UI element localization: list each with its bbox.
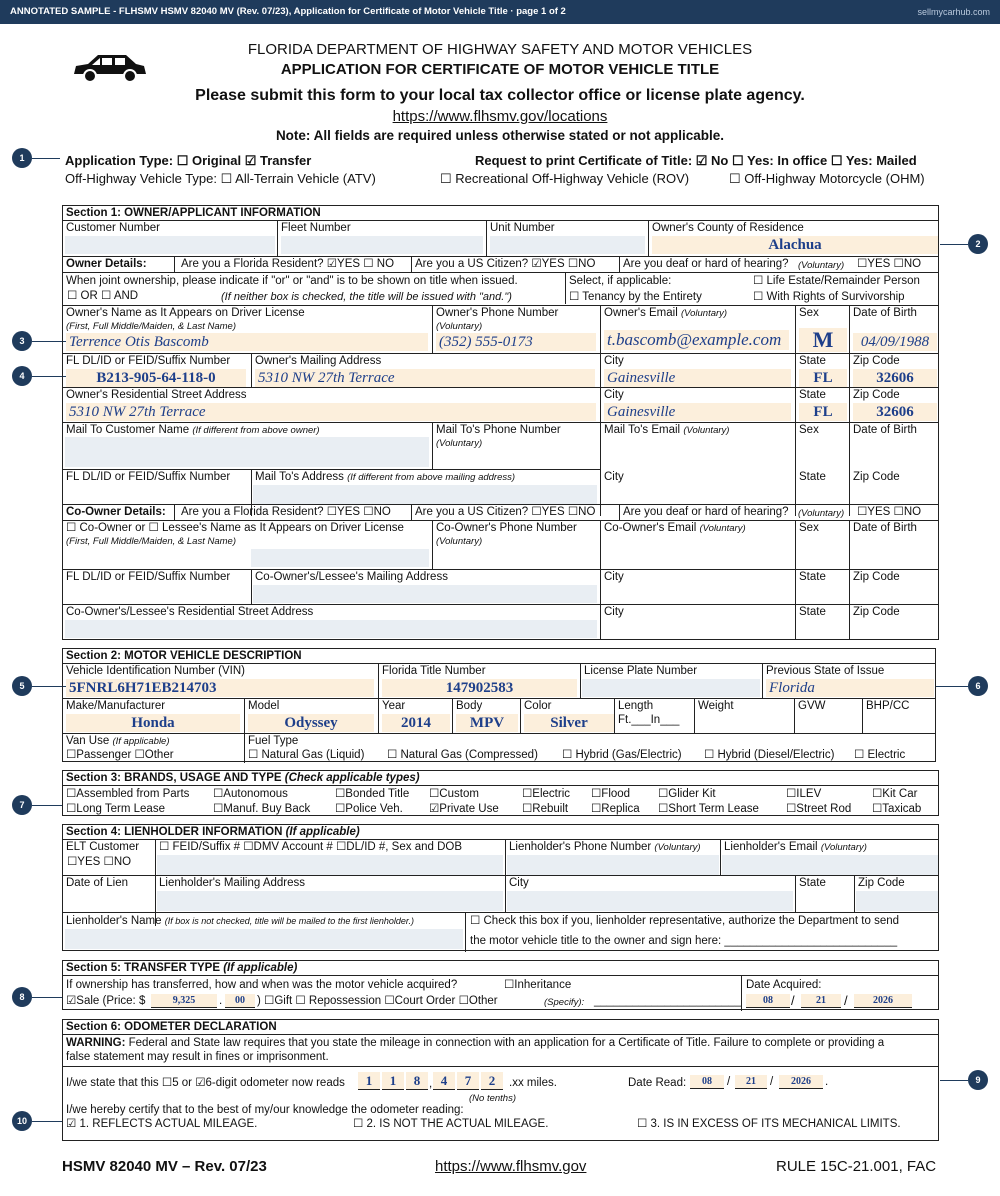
footer-link[interactable]: https://www.flhsmv.gov	[435, 1158, 587, 1175]
co-owner-name-label[interactable]: ☐ Co-Owner or ☐ Lessee's Name as It Appears on Driver License	[66, 522, 404, 534]
transfer-inheritance[interactable]: ☐Inheritance	[504, 979, 572, 991]
co-dl-label: FL DL/ID or FEID/Suffix Number	[66, 571, 231, 583]
date-read-label: Date Read:	[628, 1077, 687, 1089]
life-estate-check[interactable]: ☐ Life Estate/Remainder Person	[753, 275, 920, 287]
co-dob-label: Date of Birth	[853, 522, 917, 534]
locations-link[interactable]: https://www.flhsmv.gov/locations	[392, 108, 608, 125]
annotation-marker: 6	[968, 676, 988, 696]
length-ft-in[interactable]: Ft.___In___	[618, 714, 680, 726]
voluntary-note: (Voluntary)	[798, 260, 845, 271]
co-us-citizen[interactable]: Are you a US Citizen? ☐YES ☐NO	[415, 506, 596, 518]
acquired-month[interactable]: 08	[746, 994, 790, 1008]
mailto-address-label: Mail To's Address (If different from above mailing address)	[255, 471, 516, 483]
model-label: Model	[248, 700, 280, 712]
dl-value[interactable]: B213-905-64-118-0	[66, 369, 246, 387]
lien-authorize-check[interactable]: ☐ Check this box if you, lienholder representative, authorize the Department to send	[470, 915, 900, 927]
transfer-sale[interactable]: ☑Sale (Price: $	[66, 995, 146, 1007]
odometer-digit[interactable]: 7	[457, 1072, 479, 1090]
dob-label: Date of Birth	[853, 307, 917, 319]
owner-email-label: Owner's Email (Voluntary)	[604, 307, 728, 319]
dl-label: FL DL/ID or FEID/Suffix Number	[66, 355, 231, 367]
unit-number-field[interactable]	[490, 236, 645, 254]
co-mailing-field[interactable]	[253, 585, 597, 603]
required-note: Note: All fields are required unless otherwise stated or not applicable.	[275, 128, 725, 143]
lien-name-label: Lienholder's Name (If box is not checked, title will be mailed to the first lienholder.)	[66, 915, 415, 927]
city-value[interactable]: Gainesville	[604, 369, 791, 387]
fuel-natural-gas-compressed[interactable]: ☐ Natural Gas (Compressed)	[387, 749, 538, 761]
residential-label: Owner's Residential Street Address	[66, 389, 247, 401]
footer-form-number: HSMV 82040 MV – Rev. 07/23	[62, 1158, 267, 1175]
res-city-label: City	[604, 389, 624, 401]
read-year[interactable]: 2026	[779, 1075, 823, 1089]
elt-label: ELT Customer	[66, 841, 140, 853]
footer-rule: RULE 15C-21.001, FAC	[776, 1158, 937, 1175]
make-value[interactable]: Honda	[66, 714, 240, 732]
prev-state-label: Previous State of Issue	[766, 665, 885, 677]
lien-mail-label: Lienholder's Mailing Address	[159, 877, 306, 889]
owner-deaf-question: Are you deaf or hard of hearing?	[623, 258, 789, 270]
owner-phone-label: Owner's Phone Number	[436, 307, 559, 319]
zip-value[interactable]: 32606	[853, 369, 937, 387]
section-4-heading: Section 4: LIENHOLDER INFORMATION (If applicable)	[66, 826, 360, 838]
banner-title: ANNOTATED SAMPLE - FLHSMV HSMV 82040 MV (Rev. 07/23), Application for Certificate of Motor Vehicle Title · page 1 of 2	[10, 6, 566, 17]
state-value[interactable]: FL	[799, 369, 847, 387]
co-city-label: City	[604, 571, 624, 583]
co-phone-label: Co-Owner's Phone Number	[436, 522, 577, 534]
make-label: Make/Manufacturer	[66, 700, 166, 712]
customer-number-field[interactable]	[65, 236, 275, 254]
res-city-value[interactable]: Gainesville	[604, 403, 791, 421]
owner-name-label: Owner's Name as It Appears on Driver License	[66, 307, 305, 319]
mailto-phone-voluntary: (Voluntary)	[436, 438, 483, 449]
odometer-option-actual[interactable]: ☑ 1. REFLECTS ACTUAL MILEAGE.	[66, 1118, 258, 1130]
fleet-number-label: Fleet Number	[281, 222, 351, 234]
fuel-natural-gas-liquid[interactable]: ☐ Natural Gas (Liquid)	[248, 749, 365, 761]
annotation-marker: 1	[12, 148, 32, 168]
lien-sign-line[interactable]: the motor vehicle title to the owner and sign here: ___________________________	[470, 935, 898, 947]
section-2-heading: Section 2: MOTOR VEHICLE DESCRIPTION	[66, 650, 302, 662]
date-acquired-label: Date Acquired:	[746, 979, 822, 991]
annotation-banner	[0, 0, 1000, 24]
annotation-marker: 10	[12, 1111, 32, 1131]
owner-us-citizen[interactable]: Are you a US Citizen? ☑YES ☐NO	[415, 258, 596, 270]
owner-phone-voluntary: (Voluntary)	[436, 321, 483, 332]
owner-fl-resident[interactable]: Are you a Florida Resident? ☑YES ☐ NO	[181, 258, 395, 270]
annotation-marker: 9	[968, 1070, 988, 1090]
brand-buy-back[interactable]: ☐Manuf. Buy Back	[213, 803, 311, 815]
brand-flood[interactable]: ☐Flood	[591, 788, 631, 800]
fuel-hybrid-diesel[interactable]: ☐ Hybrid (Diesel/Electric)	[704, 749, 835, 761]
banner-site[interactable]: sellmycarhub.com	[917, 7, 990, 17]
sale-price[interactable]: 9,325	[151, 994, 217, 1008]
gvw-label: GVW	[798, 700, 826, 712]
mailto-zip-label: Zip Code	[853, 471, 900, 483]
mailto-email-label: Mail To's Email (Voluntary)	[604, 424, 730, 436]
co-mailing-label: Co-Owner's/Lessee's Mailing Address	[255, 571, 448, 583]
section-brands	[62, 770, 939, 816]
fuel-type-label: Fuel Type	[248, 735, 299, 747]
lien-city-field[interactable]	[507, 891, 793, 911]
lien-id-options[interactable]: ☐ FEID/Suffix # ☐DMV Account # ☐DL/ID #, Sex and DOB	[159, 841, 462, 853]
dob-value[interactable]: 04/09/1988	[853, 333, 937, 351]
brand-street-rod[interactable]: ☐Street Rod	[786, 803, 852, 815]
brand-assembled[interactable]: ☐Assembled from Parts	[66, 788, 190, 800]
lien-zip-field[interactable]	[856, 891, 938, 911]
sex-value[interactable]: M	[799, 328, 847, 352]
odometer-warning: WARNING: Federal and State law requires that you state the mileage in connection with an application for a Certificate of Title. Failure to complete or providing a	[66, 1037, 885, 1049]
section-owner	[62, 205, 939, 640]
co-deaf-voluntary: (Voluntary)	[798, 508, 845, 519]
co-deaf-options[interactable]: ☐YES ☐NO	[857, 506, 922, 518]
co-owner-name-hint: (First, Full Middle/Maiden, & Last Name)	[66, 536, 236, 547]
elt-options[interactable]: ☐YES ☐NO	[67, 856, 132, 868]
brand-police[interactable]: ☐Police Veh.	[335, 803, 403, 815]
brand-kit-car[interactable]: ☐Kit Car	[872, 788, 918, 800]
co-res-state-label: State	[799, 606, 826, 618]
lien-email-field[interactable]	[722, 855, 938, 875]
mailto-state-label: State	[799, 471, 826, 483]
section-5-heading: Section 5: TRANSFER TYPE (If applicable)	[66, 962, 298, 974]
co-residential-field[interactable]	[65, 620, 597, 638]
survivorship-check[interactable]: ☐ With Rights of Survivorship	[753, 291, 905, 303]
brand-electric[interactable]: ☐Electric	[522, 788, 571, 800]
res-zip-value[interactable]: 32606	[853, 403, 937, 421]
brand-replica[interactable]: ☐Replica	[591, 803, 640, 815]
city-label: City	[604, 355, 624, 367]
co-state-label: State	[799, 571, 826, 583]
co-owner-name-field[interactable]	[251, 549, 429, 567]
body-value[interactable]: MPV	[456, 714, 518, 732]
read-month[interactable]: 08	[690, 1075, 724, 1089]
vin-label: Vehicle Identification Number (VIN)	[66, 665, 245, 677]
mailto-sex-label: Sex	[799, 424, 819, 436]
co-residential-label: Co-Owner's/Lessee's Residential Street Address	[66, 606, 314, 618]
joint-note: (If neither box is checked, the title will be issued with "and.")	[221, 291, 512, 303]
joint-ownership-text: When joint ownership, please indicate if "or" or "and" is to be shown on title when issued.	[66, 275, 518, 287]
section-transfer: Section 5: TRANSFER TYPE (If applicable) If ownership has transferred, how and when was the motor vehicle acquired? ☐Inheritance ☑Sale (Price: $ 9,325 . 00 ) ☐Gift ☐ Repossession ☐Court Order ☐Other (Specify): _______________________ Date Acquired: 08 / 21 / 2026	[62, 960, 939, 1010]
odometer-digit[interactable]: 1	[382, 1072, 404, 1090]
odometer-miles: .xx miles.	[509, 1077, 557, 1089]
ohv-type-rov[interactable]: ☐ Recreational Off-Highway Vehicle (ROV)	[440, 171, 690, 186]
van-use-label: Van Use (If applicable)	[66, 735, 170, 747]
plate-label: License Plate Number	[584, 665, 698, 677]
co-sex-label: Sex	[799, 522, 819, 534]
co-phone-voluntary: (Voluntary)	[436, 536, 483, 547]
brand-rebuilt[interactable]: ☐Rebuilt	[522, 803, 569, 815]
read-day[interactable]: 21	[735, 1075, 767, 1089]
co-zip-label: Zip Code	[853, 571, 900, 583]
brand-autonomous[interactable]: ☐Autonomous	[213, 788, 288, 800]
lien-date-label: Date of Lien	[66, 877, 129, 889]
brand-bonded[interactable]: ☐Bonded Title	[335, 788, 410, 800]
title-number-label: Florida Title Number	[382, 665, 486, 677]
lien-zip-label: Zip Code	[858, 877, 905, 889]
owner-name-hint: (First, Full Middle/Maiden, & Last Name)	[66, 321, 236, 332]
van-use-options[interactable]: ☐Passenger ☐Other	[66, 749, 174, 761]
submit-instruction: Please submit this form to your local tax collector office or license plate agency.	[195, 87, 805, 104]
mailto-name-field[interactable]	[65, 437, 429, 467]
brand-short-lease[interactable]: ☐Short Term Lease	[658, 803, 759, 815]
odometer-digit[interactable]: 2	[481, 1072, 503, 1090]
lien-city-label: City	[509, 877, 529, 889]
plate-field[interactable]	[582, 679, 760, 697]
model-value[interactable]: Odyssey	[248, 714, 374, 732]
acquired-day[interactable]: 21	[801, 994, 841, 1008]
mailto-phone-label: Mail To's Phone Number	[436, 424, 561, 436]
co-email-label: Co-Owner's Email (Voluntary)	[604, 522, 746, 534]
county-label: Owner's County of Residence	[652, 222, 804, 234]
lien-email-label: Lienholder's Email (Voluntary)	[724, 841, 867, 853]
brand-glider[interactable]: ☐Glider Kit	[658, 788, 716, 800]
year-value[interactable]: 2014	[382, 714, 450, 732]
bhp-label: BHP/CC	[866, 700, 910, 712]
owner-email-value[interactable]: t.bascomb@example.com	[604, 330, 789, 350]
owner-name-value[interactable]: Terrence Otis Bascomb	[66, 333, 428, 351]
co-res-zip-label: Zip Code	[853, 606, 900, 618]
mailto-name-label: Mail To Customer Name (If different from above owner)	[66, 424, 320, 436]
lien-id-field[interactable]	[157, 855, 503, 875]
odometer-option-excess[interactable]: ☐ 3. IS IN EXCESS OF ITS MECHANICAL LIMITS.	[637, 1118, 901, 1130]
zip-label: Zip Code	[853, 355, 900, 367]
section-lienholder	[62, 824, 939, 951]
res-state-label: State	[799, 389, 826, 401]
annotation-marker: 7	[12, 795, 32, 815]
co-deaf-question: Are you deaf or hard of hearing?	[623, 506, 789, 518]
annotation-marker: 4	[12, 366, 32, 386]
odometer-digit[interactable]: 8	[406, 1072, 428, 1090]
ohv-type-atv[interactable]: Off-Highway Vehicle Type: ☐ All-Terrain Vehicle (ATV)	[65, 171, 376, 186]
section-3-heading: Section 3: BRANDS, USAGE AND TYPE (Check applicable types)	[66, 772, 420, 784]
customer-number-label: Customer Number	[66, 222, 160, 234]
section-vehicle	[62, 648, 936, 762]
agency-name: FLORIDA DEPARTMENT OF HIGHWAY SAFETY AND MOTOR VEHICLES	[247, 41, 753, 58]
owner-phone-value[interactable]: (352) 555-0173	[436, 333, 596, 351]
res-zip-label: Zip Code	[853, 389, 900, 401]
state-label: State	[799, 355, 826, 367]
odometer-option-not-actual[interactable]: ☐ 2. IS NOT THE ACTUAL MILEAGE.	[353, 1118, 549, 1130]
section-1-heading: Section 1: OWNER/APPLICANT INFORMATION	[66, 207, 321, 219]
mailto-dl-label: FL DL/ID or FEID/Suffix Number	[66, 471, 231, 483]
no-tenths-note: (No tenths)	[469, 1093, 516, 1104]
form-title: APPLICATION FOR CERTIFICATE OF MOTOR VEHICLE TITLE	[280, 61, 720, 78]
odometer-statement[interactable]: I/we state that this ☐5 or ☑6-digit odometer now reads	[66, 1077, 345, 1089]
co-owner-details-label: Co-Owner Details:	[66, 506, 166, 518]
fuel-electric[interactable]: ☐ Electric	[854, 749, 906, 761]
ohv-type-ohm[interactable]: ☐ Off-Highway Motorcycle (OHM)	[729, 171, 925, 186]
fleet-number-field[interactable]	[281, 236, 483, 254]
color-label: Color	[524, 700, 552, 712]
vin-value[interactable]: 5FNRL6H71EB214703	[66, 679, 374, 697]
lien-phone-field[interactable]	[507, 855, 719, 875]
acquired-year[interactable]: 2026	[854, 994, 912, 1008]
application-type[interactable]: Application Type: ☐ Original ☑ Transfer	[65, 153, 312, 168]
res-state-value[interactable]: FL	[799, 403, 847, 421]
joint-or-and[interactable]: ☐ OR ☐ AND	[67, 290, 139, 302]
specify-label: (Specify):	[544, 997, 585, 1008]
print-request[interactable]: Request to print Certificate of Title: ☑ No ☐ Yes: In office ☐ Yes: Mailed	[475, 153, 917, 168]
sale-cents[interactable]: 00	[225, 994, 255, 1008]
transfer-question: If ownership has transferred, how and when was the motor vehicle acquired?	[66, 979, 458, 991]
annotation-marker: 3	[12, 331, 32, 351]
annotation-marker: 5	[12, 676, 32, 696]
mailto-city-label: City	[604, 471, 624, 483]
lien-state-label: State	[799, 877, 826, 889]
brand-taxicab[interactable]: ☐Taxicab	[872, 803, 922, 815]
lien-phone-label: Lienholder's Phone Number (Voluntary)	[509, 841, 701, 853]
annotation-marker: 8	[12, 987, 32, 1007]
co-res-city-label: City	[604, 606, 624, 618]
year-label: Year	[382, 700, 406, 712]
mailing-label: Owner's Mailing Address	[255, 355, 382, 367]
section-6-heading: Section 6: ODOMETER DECLARATION	[66, 1021, 277, 1033]
transfer-other-options[interactable]: ) ☐Gift ☐ Repossession ☐Court Order ☐Other	[257, 995, 498, 1007]
owner-deaf-options[interactable]: ☐YES ☐NO	[857, 258, 922, 270]
brand-ilev[interactable]: ☐ILEV	[786, 788, 822, 800]
brand-long-lease[interactable]: ☐Long Term Lease	[66, 803, 165, 815]
mailto-address-field[interactable]	[253, 485, 597, 505]
length-label: Length	[618, 700, 654, 712]
color-value[interactable]: Silver	[524, 714, 614, 732]
county-value[interactable]: Alachua	[652, 236, 938, 254]
body-label: Body	[456, 700, 483, 712]
title-number-value[interactable]: 147902583	[382, 679, 577, 697]
odometer-digit[interactable]: 4	[433, 1072, 455, 1090]
prev-state-value[interactable]: Florida	[766, 679, 934, 697]
select-applicable: Select, if applicable:	[569, 275, 672, 287]
odometer-digit[interactable]: 1	[358, 1072, 380, 1090]
weight-label: Weight	[698, 700, 734, 712]
brand-private-use[interactable]: ☑Private Use	[429, 803, 499, 815]
mailing-value[interactable]: 5310 NW 27th Terrace	[255, 369, 595, 387]
residential-value[interactable]: 5310 NW 27th Terrace	[66, 403, 596, 421]
co-fl-resident[interactable]: Are you a Florida Resident? ☐YES ☐NO	[181, 506, 391, 518]
fuel-hybrid-gas[interactable]: ☐ Hybrid (Gas/Electric)	[562, 749, 682, 761]
owner-details-label: Owner Details:	[66, 258, 147, 270]
annotation-marker: 2	[968, 234, 988, 254]
mailto-dob-label: Date of Birth	[853, 424, 917, 436]
lien-mail-field[interactable]	[157, 891, 503, 911]
section-odometer: Section 6: ODOMETER DECLARATION WARNING: Federal and State law requires that you state the mileage in connection with an application for a Certificate of Title. Failure to complete or providing a false statement may result in fines or imprisonment. I/we state that this ☐5 or ☑6-digit odometer now reads 1 1 8 , 4 7 2 .xx miles. (No tenths) Date Read: 08 / 21 / 2026 . I/we hereby certify that to the best of my/our knowledge the odometer reading: ☑ 1. REFLECTS ACTUAL MILEAGE. ☐ 2. IS NOT THE ACTUAL MILEAGE. ☐ 3. IS IN EXCESS OF ITS MECHANICAL LIMITS.	[62, 1019, 939, 1141]
certify-text: I/we hereby certify that to the best of my/our knowledge the odometer reading:	[66, 1104, 464, 1116]
lien-name-field[interactable]	[65, 929, 463, 949]
sex-label: Sex	[799, 307, 819, 319]
tenancy-check[interactable]: ☐ Tenancy by the Entirety	[569, 291, 702, 303]
brand-custom[interactable]: ☐Custom	[429, 788, 479, 800]
odometer-warning-2: false statement may result in fines or imprisonment.	[66, 1051, 329, 1063]
unit-number-label: Unit Number	[490, 222, 555, 234]
